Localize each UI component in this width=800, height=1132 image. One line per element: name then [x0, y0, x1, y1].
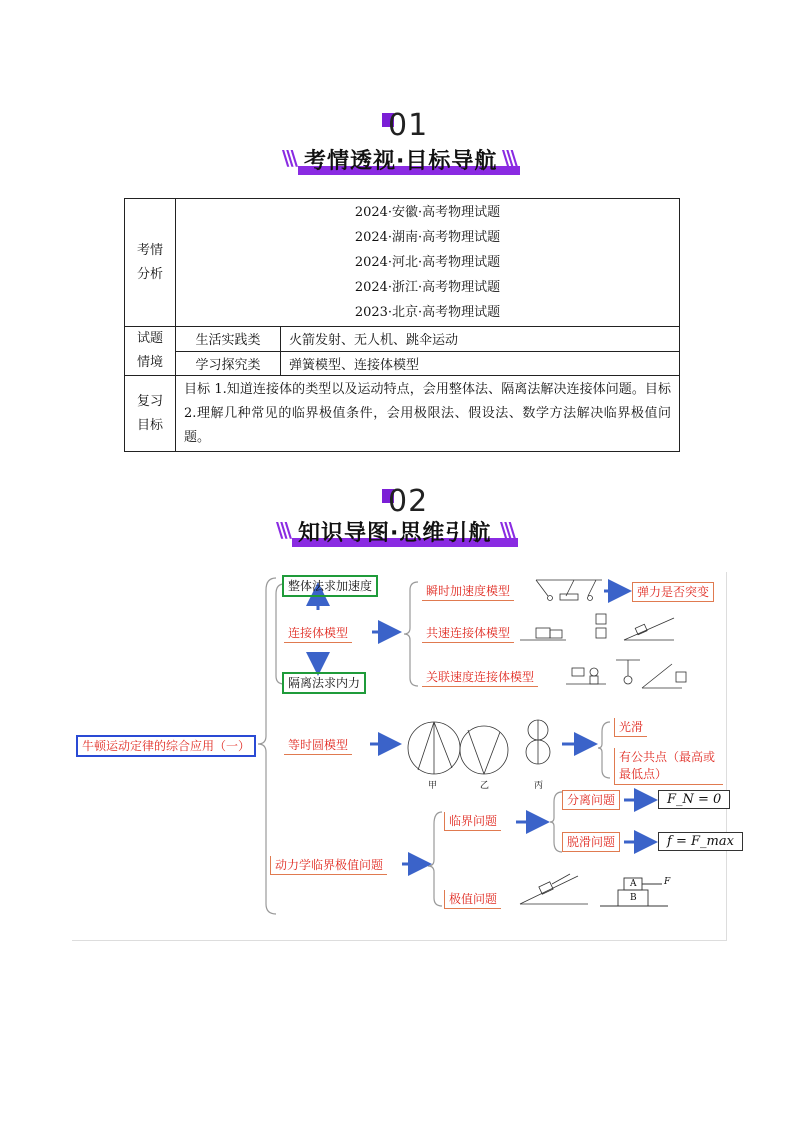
formula-friction-max: f = F_max	[658, 832, 743, 851]
exam-year-item: 2024·河北·高考物理试题	[354, 255, 501, 270]
method-whole-acceleration: 整体法求加速度	[282, 575, 378, 597]
slash-decoration-left: \\\	[282, 146, 295, 170]
sliding-off-problem: 脱滑问题	[562, 832, 620, 852]
separation-problem: 分离问题	[562, 790, 620, 810]
exam-year-item: 2024·安徽·高考物理试题	[354, 205, 501, 220]
section-number-2: 02	[388, 484, 428, 519]
extremum-problem: 极值问题	[444, 890, 501, 909]
row-label-analysis: 考情分析	[125, 199, 176, 327]
figure-label: 丙	[534, 781, 544, 791]
model-associated-speed: 关联速度连接体模型	[422, 668, 538, 687]
result-smooth: 光滑	[614, 718, 647, 737]
figure-label: 乙	[480, 781, 490, 791]
result-elastic-force-change: 弹力是否突变	[632, 582, 714, 602]
formula-normal-force-zero: F_N = 0	[658, 790, 730, 809]
review-goals-text: 目标 1.知道连接体的类型以及运动特点，会用整体法、隔离法解决连接体问题。目标 2.理解几种常见的临界极值条件，会用极限法、假设法、数学方法解决临界极值问题。	[176, 376, 680, 452]
model-common-speed: 共速连接体模型	[422, 624, 514, 643]
connected-body-model: 连接体模型	[284, 624, 352, 643]
slash-decoration-right: \\\	[500, 518, 513, 542]
exam-year-item: 2023·北京·高考物理试题	[354, 305, 501, 320]
result-common-point: 有公共点（最高或最低点）	[614, 748, 723, 785]
critical-problem: 临界问题	[444, 812, 501, 831]
context-content: 弹簧模型、连接体模型	[281, 351, 680, 376]
block-label-a: A	[630, 879, 637, 889]
isochronous-circle-model: 等时圆模型	[284, 736, 352, 755]
section-number-1: 01	[388, 108, 428, 143]
row-label-context: 试题情境	[125, 327, 176, 376]
slash-decoration-left: \\\	[276, 518, 289, 542]
context-content: 火箭发射、无人机、跳伞运动	[281, 327, 680, 352]
method-isolate-internal-force: 隔离法求内力	[282, 672, 366, 694]
block-label-b: B	[630, 893, 637, 903]
context-type: 生活实践类	[176, 327, 281, 352]
section-title-1: 考情透视·目标导航	[304, 149, 498, 174]
slash-decoration-right: \\\	[502, 146, 515, 170]
exam-year-item: 2024·浙江·高考物理试题	[354, 280, 501, 295]
exam-year-item: 2024·湖南·高考物理试题	[354, 230, 501, 245]
model-instant-acceleration: 瞬时加速度模型	[422, 582, 514, 601]
context-type: 学习探究类	[176, 351, 281, 376]
dynamics-critical-extremum: 动力学临界极值问题	[270, 856, 387, 875]
row-label-goals: 复习目标	[125, 376, 176, 452]
force-label-f: F	[664, 877, 671, 887]
section-title-2: 知识导图·思维引航	[298, 521, 492, 546]
figure-label: 甲	[428, 781, 438, 791]
mindmap-root: 牛顿运动定律的综合应用（一）	[76, 735, 256, 757]
